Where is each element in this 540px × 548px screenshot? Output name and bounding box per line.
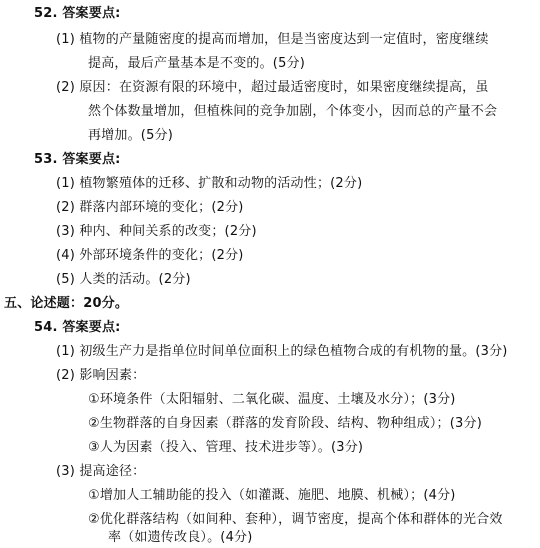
q54-approach-1: ①增加人工辅助能的投入（如灌溉、施肥、地膜、机械）；(4分) xyxy=(88,488,456,503)
q54-factor-2: ②生物群落的自身因素（群落的发育阶段、结构、物种组成）；(3分) xyxy=(88,416,482,431)
q53-heading: 53. 答案要点: xyxy=(34,152,121,167)
q54-factor-3: ③人为因素（投入、管理、技术进步等）。(3分) xyxy=(88,440,364,455)
q52-point-2: (2) 原因：在资源有限的环境中，超过最适密度时，如果密度继续提高，虽 xyxy=(56,80,489,95)
section-5-heading: 五、论述题：20分。 xyxy=(4,296,129,311)
q54-approach-2-cont: 率（如遗传改良）。(4分) xyxy=(108,530,253,545)
q53-point-2: (2) 群落内部环境的变化；(2分) xyxy=(56,200,244,215)
q52-point-1-cont: 提高，最后产量基本是不变的。(5分) xyxy=(88,56,306,71)
q54-factor-1: ①环境条件（太阳辐射、二氧化碳、温度、土壤及水分）；(3分) xyxy=(88,392,456,407)
q53-point-3: (3) 种内、种间关系的改变；(2分) xyxy=(56,224,257,239)
q54-approach-2: ②优化群落结构（如间种、套种），调节密度，提高个体和群体的光合效 xyxy=(88,512,503,527)
q54-point-1: (1) 初级生产力是指单位时间单位面积上的绿色植物合成的有机物的量。(3分) xyxy=(56,344,508,359)
q53-point-5: (5) 人类的活动。(2分) xyxy=(56,272,191,287)
q53-point-1: (1) 植物繁殖体的迁移、扩散和动物的活动性；(2分) xyxy=(56,176,363,191)
q54-point-2: (2) 影响因素： xyxy=(56,368,146,383)
q52-heading: 52. 答案要点: xyxy=(34,6,121,21)
q53-point-4: (4) 外部环境条件的变化；(2分) xyxy=(56,248,244,263)
q52-point-1: (1) 植物的产量随密度的提高而增加，但是当密度达到一定值时，密度继续 xyxy=(56,32,489,47)
q54-point-3: (3) 提高途径： xyxy=(56,464,146,479)
q54-heading: 54. 答案要点: xyxy=(34,320,121,335)
q52-point-2-cont: 然个体数量增加，但植株间的竞争加剧，个体变小，因而总的产量不会 xyxy=(88,104,498,119)
q52-point-2-cont2: 再增加。(5分) xyxy=(88,128,174,143)
